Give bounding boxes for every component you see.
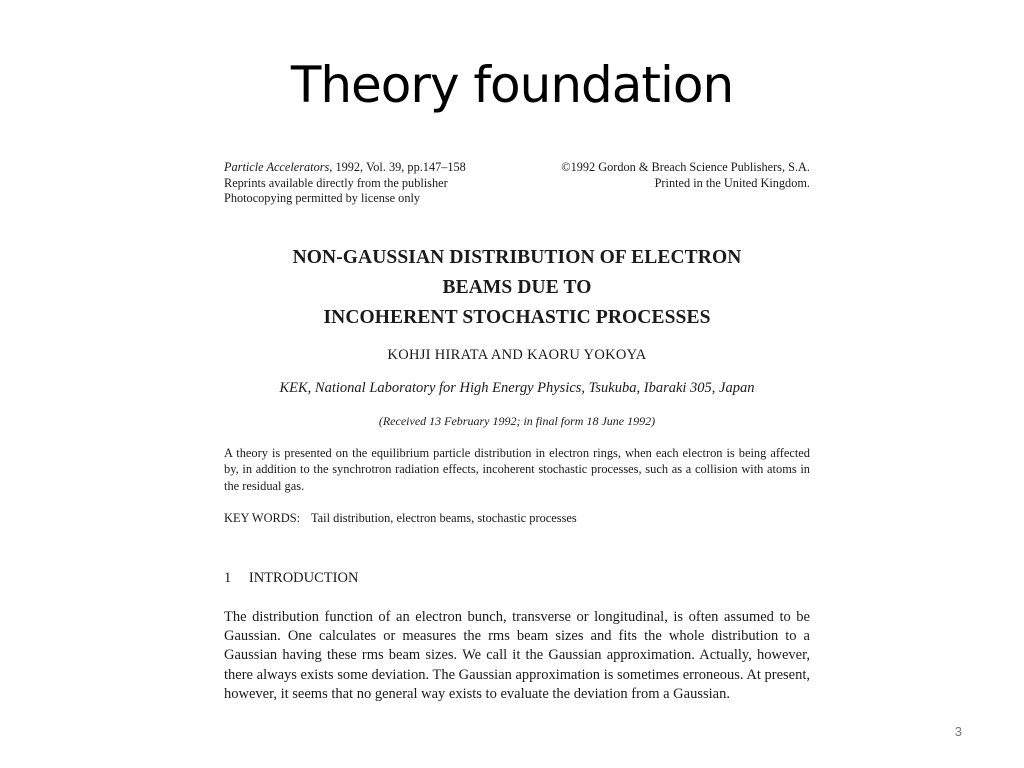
paper-title-line: INCOHERENT STOCHASTIC PROCESSES <box>323 306 711 328</box>
section-number: 1 <box>224 570 232 586</box>
journal-name: Particle Accelerators <box>224 160 330 174</box>
paper-title-line: NON-GAUSSIAN DISTRIBUTION OF ELECTRON <box>292 246 742 268</box>
paper-header-right <box>561 160 810 207</box>
paper-title <box>224 243 810 333</box>
slide-title: Theory foundation <box>290 56 734 114</box>
paper-keywords <box>224 511 810 526</box>
section-title: INTRODUCTION <box>248 570 359 586</box>
introduction-paragraph: The distribution function of an electron bunch, transverse or longitudinal, is often assumed to be Gaussian. One calculates or measures the rms beam sizes and fits the whole distribution to a Gaussian having these rms beam sizes. We call it the Gaussian approximation. Actually, however, there always exists some deviation. The Gaussian approximation is sometimes erroneous. At present, however, it seems that no general way exists to evaluate the deviation from a Gaussian. <box>224 609 810 702</box>
copyright-note: ©1992 Gordon & Breach Science Publishers, S.A. <box>561 160 810 174</box>
keywords-list: Tail distribution, electron beams, stochastic processes <box>310 511 577 525</box>
paper-header-left <box>224 160 466 207</box>
photocopying-note: Photocopying permitted by license only <box>224 191 421 205</box>
paper-authors: KOHJI HIRATA AND KAORU YOKOYA <box>387 346 647 363</box>
paper-header <box>224 160 810 207</box>
keywords-label: KEY WORDS: <box>224 511 301 525</box>
printed-note: Printed in the United Kingdom. <box>654 175 810 190</box>
paper-affiliation: KEK, National Laboratory for High Energy Physics, Tsukuba, Ibaraki 305, Japan <box>279 379 755 396</box>
paper-abstract: A theory is presented on the equilibrium particle distribution in electron rings, when each electron is being affected by, in addition to the synchrotron radiation effects, incoherent stochastic processes, such as a collision with atoms in the residual gas. <box>224 445 810 493</box>
paper-excerpt-image <box>224 160 810 704</box>
reprints-note: Reprints available directly from the publisher <box>224 175 448 190</box>
slide-page-number: 3 <box>954 724 962 739</box>
journal-volume: , 1992, Vol. 39, pp.147–158 <box>329 160 466 174</box>
section-heading <box>224 570 810 587</box>
paper-received-date: (Received 13 February 1992; in final form 18 June 1992) <box>378 413 656 428</box>
journal-citation <box>224 160 466 176</box>
paper-title-line: BEAMS DUE TO <box>442 276 592 298</box>
